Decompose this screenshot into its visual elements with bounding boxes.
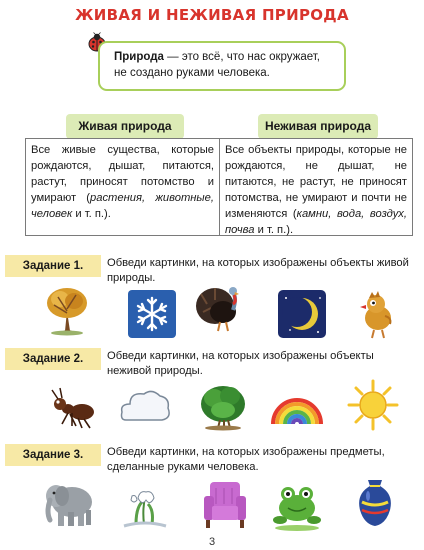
cloud-icon[interactable] bbox=[118, 380, 172, 434]
tree-icon[interactable] bbox=[40, 283, 94, 337]
bush-icon[interactable] bbox=[196, 378, 250, 432]
definition-text: — это всё, что нас окружает, не создано руками человека. bbox=[114, 51, 320, 79]
nature-table bbox=[25, 138, 413, 236]
page-number: 3 bbox=[208, 536, 216, 548]
task-3-text: Обведи картинки, на которых изображены предметы, сделанные руками человека. bbox=[107, 446, 385, 473]
page-title: ЖИВАЯ И НЕЖИВАЯ ПРИРОДА bbox=[75, 6, 349, 24]
vase-icon[interactable] bbox=[348, 476, 402, 530]
sun-icon[interactable] bbox=[346, 378, 400, 432]
armchair-icon[interactable] bbox=[198, 478, 252, 532]
ant-icon[interactable] bbox=[48, 382, 102, 436]
nonliving-nature-header: Неживая природа bbox=[258, 114, 378, 139]
living-examples: растения, животные, человек bbox=[31, 192, 214, 220]
living-tail: и т. п.). bbox=[72, 208, 111, 220]
nonliving-nature-cell bbox=[219, 139, 412, 235]
task-1-text: Обведи картинки, на которых изображены объекты живой природы. bbox=[107, 257, 409, 284]
living-nature-header: Живая природа bbox=[66, 114, 184, 139]
task-1-label: Задание 1. bbox=[5, 255, 101, 277]
nonliving-tail: и т. п.). bbox=[254, 224, 294, 236]
task-2-text: Обведи картинки, на которых изображены объекты неживой природы. bbox=[107, 350, 374, 377]
task-3-label: Задание 3. bbox=[5, 444, 101, 466]
moon-icon[interactable] bbox=[276, 288, 330, 342]
definition-box bbox=[98, 41, 346, 91]
nonliving-examples: камни, вода, воздух, почва bbox=[225, 208, 407, 236]
snowdrop-icon[interactable] bbox=[118, 478, 172, 532]
definition-term: Природа bbox=[114, 51, 164, 63]
chick-icon[interactable] bbox=[352, 288, 406, 342]
turkey-icon[interactable] bbox=[193, 280, 247, 334]
nonliving-description: Все объекты природы, которые не рождаются, не дышат, не питаются, не растут, не приносят потомства, не умирают и почти не изменяются ( bbox=[225, 144, 407, 220]
living-nature-cell bbox=[26, 139, 219, 235]
living-description: Все живые существа, которые рождаются, дышат, питаются, растут, приносят потомство и умирают ( bbox=[31, 144, 214, 204]
task-2-label: Задание 2. bbox=[5, 348, 101, 370]
rainbow-icon[interactable] bbox=[270, 380, 324, 434]
elephant-icon[interactable] bbox=[42, 476, 96, 530]
snowflake-icon[interactable] bbox=[126, 288, 180, 342]
frog-icon[interactable] bbox=[270, 478, 324, 532]
